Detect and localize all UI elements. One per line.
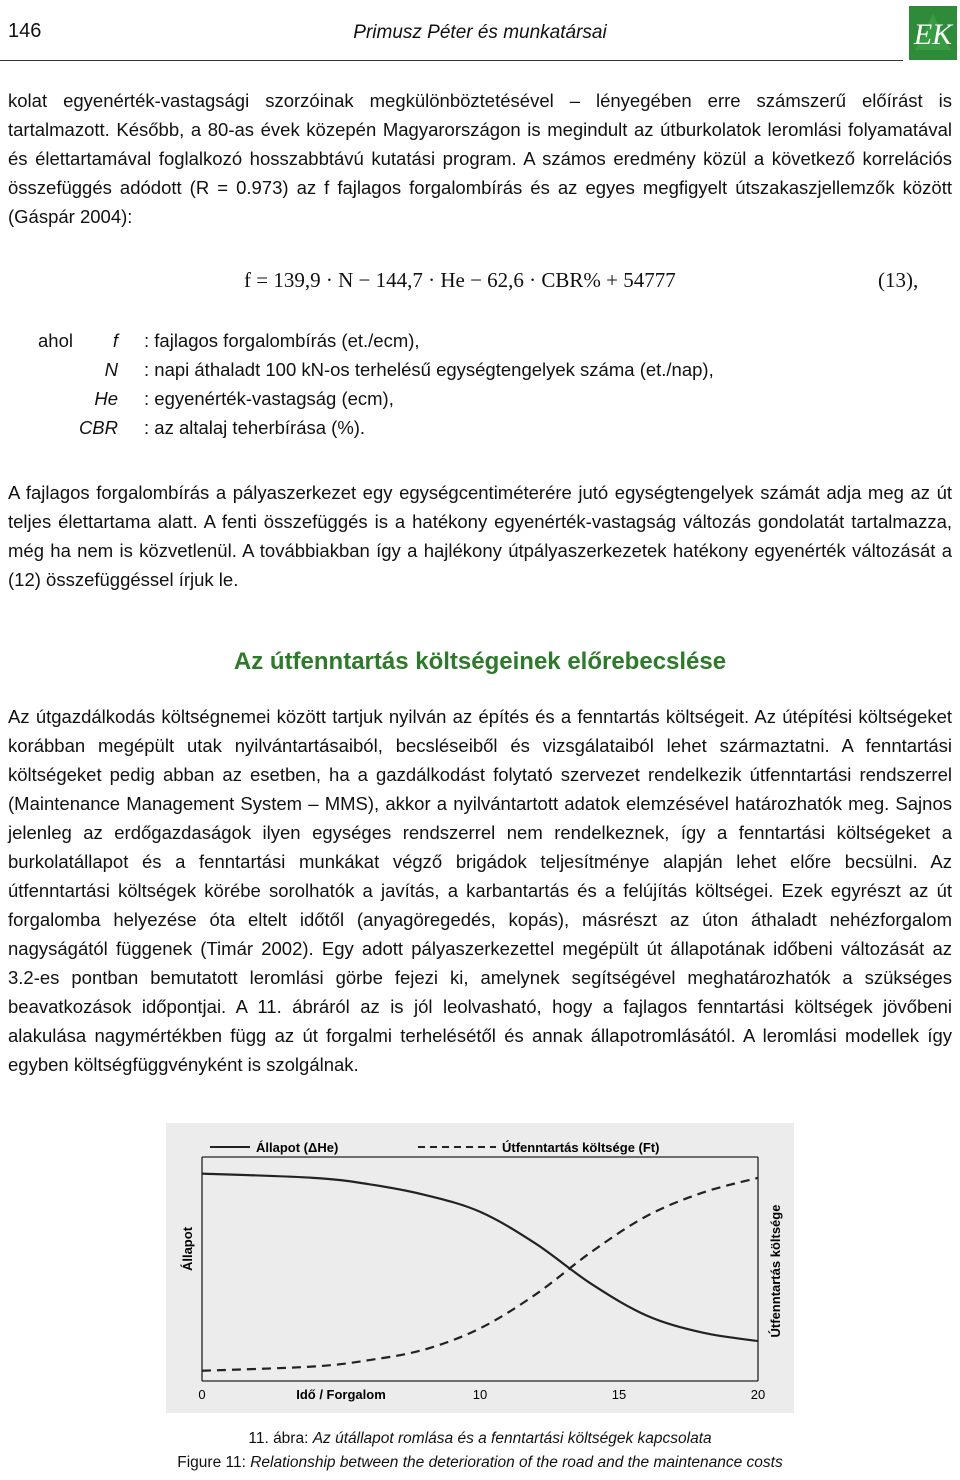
definition-symbol: CBR <box>78 417 118 438</box>
y-right-label: Útfenntartás költsége <box>768 1204 783 1338</box>
header-rule <box>0 60 903 61</box>
definition-text: : az altalaj teherbírása (%). <box>144 417 366 438</box>
journal-logo <box>909 6 957 60</box>
definition-text: : egyenérték-vastagság (ecm), <box>144 388 394 409</box>
equation-number: (13), <box>878 268 919 292</box>
figure-11 <box>166 1123 794 1413</box>
paragraph-2: A fajlagos forgalombírás a pályaszerkezet egy egységcentiméterére jutó egységtengelyek számát adja meg az út teljes élettartama alatt. A fenti összefüggés is a hatékony egyenérték-vastagság változás gondolatát tartalmazza, még ha nem is közvetlenül. A továbbiakban így a hajlékony útpályaszerkezetek hatékony egyenérték változását a (12) összefüggéssel írjuk le. <box>8 482 952 590</box>
equation-13: f = 139,9 · N − 144,7 · He − 62,6 · CBR% + 54777 <box>244 268 676 292</box>
svg-text:EK: EK <box>913 18 953 51</box>
paragraph-3: Az útgazdálkodás költségnemei között tartjuk nyilván az építés és a fenntartás költségeit. Az útépítési költségeket korábban megépült utak nyilvántartásaiból, becsléseiből és vizsgálataiból lehet származtatni. A fenntartási költségeket pedig abban az esetben, ha a gazdálkodást folytató szervezet rendelkezik útfenntartási rendszerrel (Maintenance Management System – MMS), akkor a nyilvántartott adatok elemzésével határozhatók meg. Sajnos jelenleg az erdőgazdaságok ilyen egységes rendszerrel nem rendelkeznek, így a fenntartási költségeket a burkolatállapot és a fenntartási munkákat végző brigádok teljesítménye alapján lehet előre becsülni. Az útfenntartási költségek körébe sorolhatók a javítás, a karbantartás és a felújítás költségei. Ezek egyrészt az út forgalomba helyezése óta eltelt időtől (anyagöregedés, kopás), másrészt az úton áthaladt nehézforgalom nagyságától függenek (Timár 2002). Egy adott pályaszerkezettel megépült út állapotának időbeni változását az 3.2-es pontban bemutatott leromlási görbe fejezi ki, amelynek segítségével meghatározhatók a szükséges beavatkozások időpontjai. A 11. ábráról az is jól leolvasható, hogy a fajlagos fenntartási költségek jövőbeni alakulása nagymértékben függ az út forgalmi terhelésétől és annak állapotromlásától. A leromlási modellek így egyben költségfüggvényként is szolgálnak. <box>8 706 952 1075</box>
caption-hu-text: Az útállapot romlása és a fenntartási költségek kapcsolata <box>312 1430 712 1447</box>
x-tick-label: 10 <box>472 1387 488 1402</box>
caption-en <box>0 1454 960 1472</box>
definition-text: : fajlagos forgalombírás (et./ecm), <box>144 330 420 351</box>
definition-intro: ahol <box>38 330 73 351</box>
paragraph-1: kolat egyenérték-vastagsági szorzóinak megkülönböztetésével – lényegében erre számszerű előírást is tartalmazott. Később, a 80-as évek közepén Magyarországon is megindult az útburkolatok leromlási folyamatával és élettartamával foglalkozó hosszabbtávú kutatási program. A számos eredmény közül a következő korrelációs összefüggés adódott (R = 0.973) az f fajlagos forgalombírás és az egyes megfigyelt útszakaszjellemzők között (Gáspár 2004): <box>8 90 952 227</box>
definition-symbol: N <box>104 359 118 380</box>
section-title: Az útfenntartás költségeinek előrebecslése <box>233 648 727 675</box>
y-left-label: Állapot <box>180 1226 195 1272</box>
series-koltseg-line <box>202 1178 758 1371</box>
page-number: 146 <box>8 20 42 42</box>
definition-text: : napi áthaladt 100 kN-os terhelésű egységtengelyek száma (et./nap), <box>144 359 714 380</box>
caption-en-prefix: Figure 11: <box>177 1454 246 1471</box>
legend-left-text: Állapot (ΔHe) <box>256 1140 339 1155</box>
page-header <box>0 0 960 66</box>
definition-symbol: f <box>112 330 118 351</box>
x-tick-label: 20 <box>750 1387 766 1402</box>
caption-hu-prefix: 11. ábra: <box>248 1430 309 1447</box>
series-allapot-line <box>202 1174 758 1341</box>
caption-hu <box>0 1430 960 1448</box>
x-tick-label: 0 <box>198 1387 206 1402</box>
caption-en-text: Relationship between the deterioration of the road and the maintenance costs <box>250 1454 783 1471</box>
legend-right-text: Útfenntartás költsége (Ft) <box>502 1140 660 1155</box>
running-head: Primusz Péter és munkatársai <box>353 22 607 43</box>
x-axis-label: Idő / Forgalom <box>296 1387 386 1402</box>
x-tick-label: 15 <box>611 1387 627 1402</box>
line-chart <box>166 1123 794 1413</box>
definition-symbol: He <box>94 388 118 409</box>
